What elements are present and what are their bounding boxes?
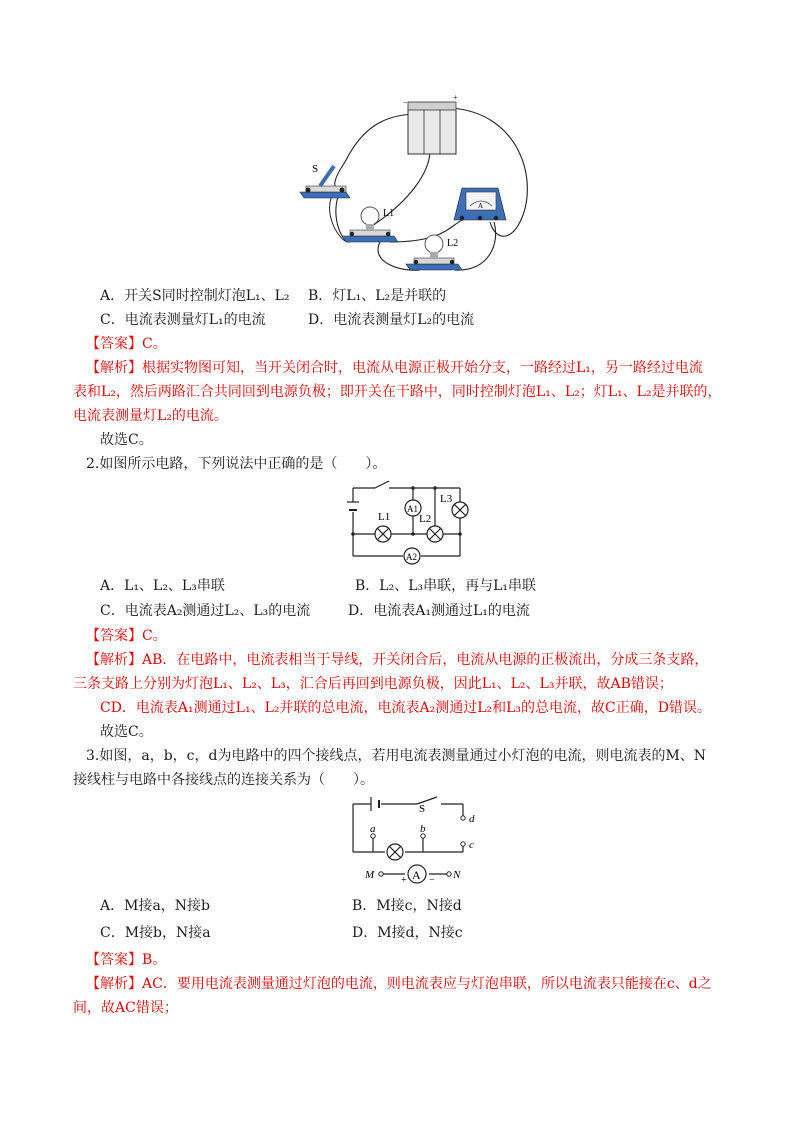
q3-stem-line2: 接线柱与电路中各接线点的连接关系为（ ）。 (73, 772, 374, 788)
q2-analysis-line3: CD．电流表A₁测通过L₁、L₂并联的总电流，电流表A₂测通过L₂和L₃的总电流，故C正确，D错误。 (100, 700, 711, 716)
q3-point-b: b (420, 823, 426, 835)
q1-option-c: C．电流表测量灯L₁的电流 (100, 312, 266, 328)
q2-lamp-l1 (375, 511, 391, 542)
lamp-l2-label: L2 (447, 238, 459, 249)
q1-answer: 【答案】C。 (86, 336, 167, 352)
q1-option-a: A．开关S同时控制灯泡L₁、L₂ (100, 288, 290, 304)
q3-ammeter-plus: + (401, 875, 407, 886)
q2-ammeter-a1 (405, 500, 421, 516)
q3-ammeter (401, 865, 435, 886)
q2-lamp-l3 (440, 493, 468, 518)
q1-analysis-line3: 电流表测量灯L₂的电流。 (73, 408, 228, 424)
q2-l2-label: L2 (419, 513, 432, 525)
q1-analysis-line2: 表和L₂，然后两路汇合共同回到电源负极；即开关在干路中，同时控制灯泡L₁、L₂；灯L₁、L₂是并联的， (73, 384, 722, 400)
ammeter-label: A (478, 202, 484, 210)
q3-terminal-n: N (453, 869, 461, 881)
q2-answer: 【答案】C。 (86, 628, 167, 644)
q2-stem: 2.如图所示电路，下列说法中正确的是（ ）。 (86, 456, 387, 472)
q2-option-b: B．L₂、L₃串联，再与L₁串联 (355, 578, 537, 594)
q3-lamp (387, 844, 403, 860)
q2-ammeter-a2 (404, 548, 420, 564)
q3-switch-label: S (419, 803, 426, 815)
q3-circuit-diagram (345, 794, 480, 886)
switch-s-label: S (312, 163, 319, 175)
q1-option-b: B．灯L₁、L₂是并联的 (308, 288, 447, 304)
q2-circuit-diagram (345, 478, 470, 566)
q2-a2-label: A2 (406, 552, 417, 562)
q2-l1-label: L1 (378, 511, 391, 523)
q3-point-a: a (370, 823, 376, 835)
q2-option-a: A．L₁、L₂、L₃串联 (100, 578, 225, 594)
q3-option-d: D．M接d，N接c (352, 925, 463, 941)
q1-analysis-line1: 【解析】根据实物图可知，当开关闭合时，电流从电源正极开始分支，一路经过L₁，另一路经过电流 (86, 360, 703, 376)
q3-point-c: c (469, 839, 474, 851)
q3-option-c: C．M接b，N接a (100, 925, 211, 941)
battery-pack (403, 93, 458, 154)
q3-ammeter-minus: − (429, 875, 435, 886)
battery-minus-label: − (403, 98, 408, 107)
q3-ammeter-label: A (412, 868, 421, 882)
q3-analysis-line2: 间，故AC错误； (73, 1000, 178, 1016)
q2-analysis-line1: 【解析】AB．在电路中，电流表相当于导线，开关闭合后，电流从电源的正极流出，分成三条支路， (86, 652, 709, 668)
q3-answer: 【答案】B。 (86, 952, 167, 968)
q3-analysis-line1: 【解析】AC．要用电流表测量通过灯泡的电流，则电流表应与灯泡串联，所以电流表只能接在c、d之 (86, 976, 712, 992)
q2-a1-label: A1 (407, 504, 418, 514)
q2-option-d: D．电流表A₁测通过L₁的电流 (348, 603, 530, 619)
q3-option-b: B．M接c，N接d (352, 898, 462, 914)
q2-l3-label: L3 (440, 493, 453, 505)
q2-analysis-line2: 三条支路上分别为灯泡L₁、L₂、L₃，汇合后再回到电源负极，因此L₁、L₂、L₃并联，故AB错误； (73, 676, 673, 692)
q2-conclusion: 故选C。 (100, 724, 153, 740)
lamp-l1 (342, 207, 398, 242)
ammeter (454, 188, 506, 220)
switch-s (300, 163, 350, 198)
lamp-l1-label: L1 (383, 208, 395, 219)
q3-option-a: A．M接a，N接b (100, 898, 211, 914)
q1-option-d: D．电流表测量灯L₂的电流 (308, 312, 475, 328)
q3-point-d: d (469, 813, 475, 825)
q2-option-c: C．电流表A₂测通过L₂、L₃的电流 (100, 603, 311, 619)
battery-plus-label: + (453, 93, 458, 102)
q2-lamp-l2 (419, 513, 443, 542)
q3-stem-line1: 3.如图，a，b，c，d为电路中的四个接线点，若用电流表测量通过小灯泡的电流，则电流表的M、N (86, 748, 707, 764)
q3-terminal-m: M (365, 869, 375, 881)
q1-circuit-figure (290, 92, 530, 278)
q1-conclusion: 故选C。 (100, 432, 153, 448)
